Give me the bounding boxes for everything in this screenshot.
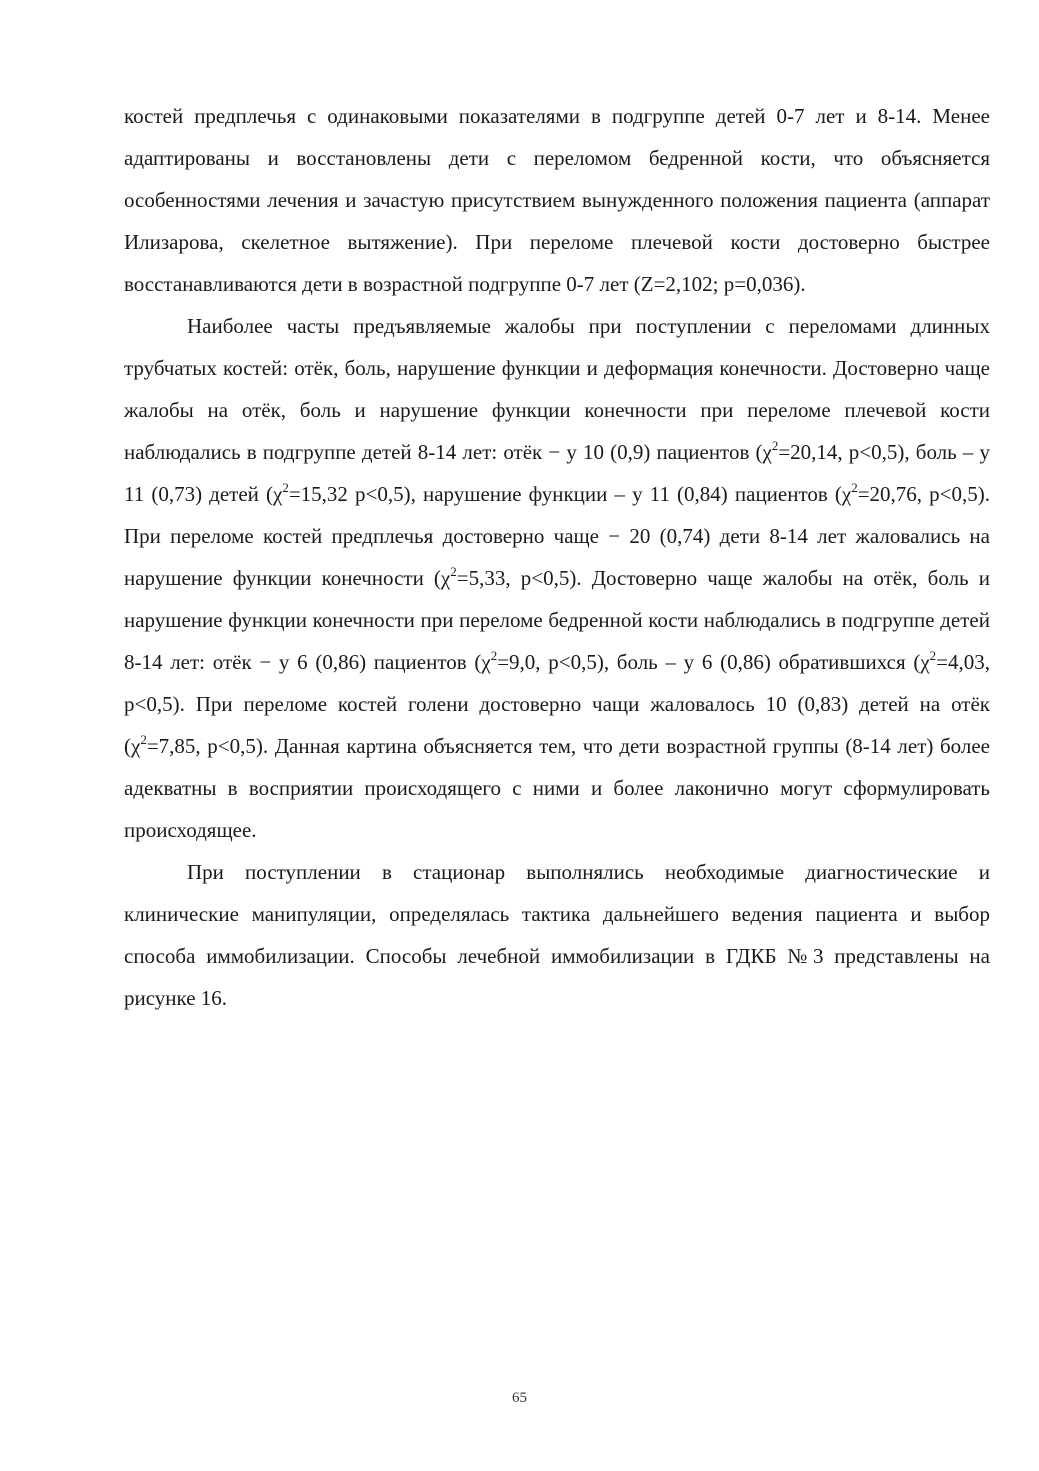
text-segment: =20,14, p<0,5), боль – у 11 (0,73) детей ($\chi^2$ xyxy=(124,440,990,506)
superscript-exponent: 2 xyxy=(140,732,147,747)
text-segment: =5,33, p<0,5). Достоверно чаще жалобы на отёк, боль и нарушение функции конечности при переломе бедренной кости наблюдались в подгруппе детей 8-14 лет: отёк − у 6 (0,86) пациентов ($\chi^2$ xyxy=(124,566,990,674)
paragraph xyxy=(124,95,990,305)
superscript-exponent: 2 xyxy=(771,438,779,453)
text-segment: =15,32 p<0,5), нарушение функции – у 11 (0,84) пациентов ($\chi^2$ xyxy=(288,480,858,506)
paragraph xyxy=(124,851,990,1019)
text-segment: костей предплечья с одинаковыми показателями в подгруппе детей 0-7 лет и 8-14. Менее адаптированы и восстановлены дети с переломом бедренной кости, что объясняется особенностями лечения и зачастую присутствием вынужденного положения пациента (аппарат Илизарова, скелетное вытяжение). При переломе плечевой кости достоверно быстрее восстанавливаются дети в возрастной подгруппе 0-7 лет (Z=2,102; p=0,036). xyxy=(124,104,990,296)
superscript-exponent: 2 xyxy=(490,648,498,663)
text-segment: =9,0, p<0,5), боль – у 6 (0,86) обратившихся ($\chi^2$ xyxy=(497,648,937,674)
text-segment: При поступлении в стационар выполнялись необходимые диагностические и клинические манипуляции, определялась тактика дальнейшего ведения пациента и выбор способа иммобилизации. Способы лечебной иммобилизации в ГДКБ №3 представлены на рисунке 16. xyxy=(124,860,990,1010)
paragraph xyxy=(124,305,990,851)
superscript-exponent: 2 xyxy=(282,480,289,495)
text-segment: =7,85, p<0,5). Данная картина объясняется тем, что дети возрастной группы (8-14 лет) более адекватны в восприятии происходящего с ними и более лаконично могут сформулировать происходящее. xyxy=(124,734,990,842)
text-segment: =4,03, p<0,5). При переломе костей голени достоверно чащи жаловалось 10 (0,83) детей на отёк ($\chi^2$ xyxy=(124,650,990,758)
superscript-exponent: 2 xyxy=(851,480,858,495)
text-segment: =20,76, p<0,5). При переломе костей предплечья достоверно чаще − 20 (0,74) дети 8-14 лет жаловались на нарушение функции конечности ($\chi^2$ xyxy=(124,482,991,590)
document-body xyxy=(124,95,990,1019)
text-segment: Наиболее часты предъявляемые жалобы при поступлении с переломами длинных трубчатых костей: отёк, боль, нарушение функции и деформация конечности. Достоверно чаще жалобы на отёк, боль и нарушение функции конечности при переломе плечевой кости наблюдались в подгруппе детей 8-14 лет: отёк − у 10 (0,9) пациентов ($\chi^2$ xyxy=(124,314,990,464)
superscript-exponent: 2 xyxy=(450,564,457,579)
superscript-exponent: 2 xyxy=(929,648,937,663)
page-number: 65 xyxy=(512,1390,527,1406)
